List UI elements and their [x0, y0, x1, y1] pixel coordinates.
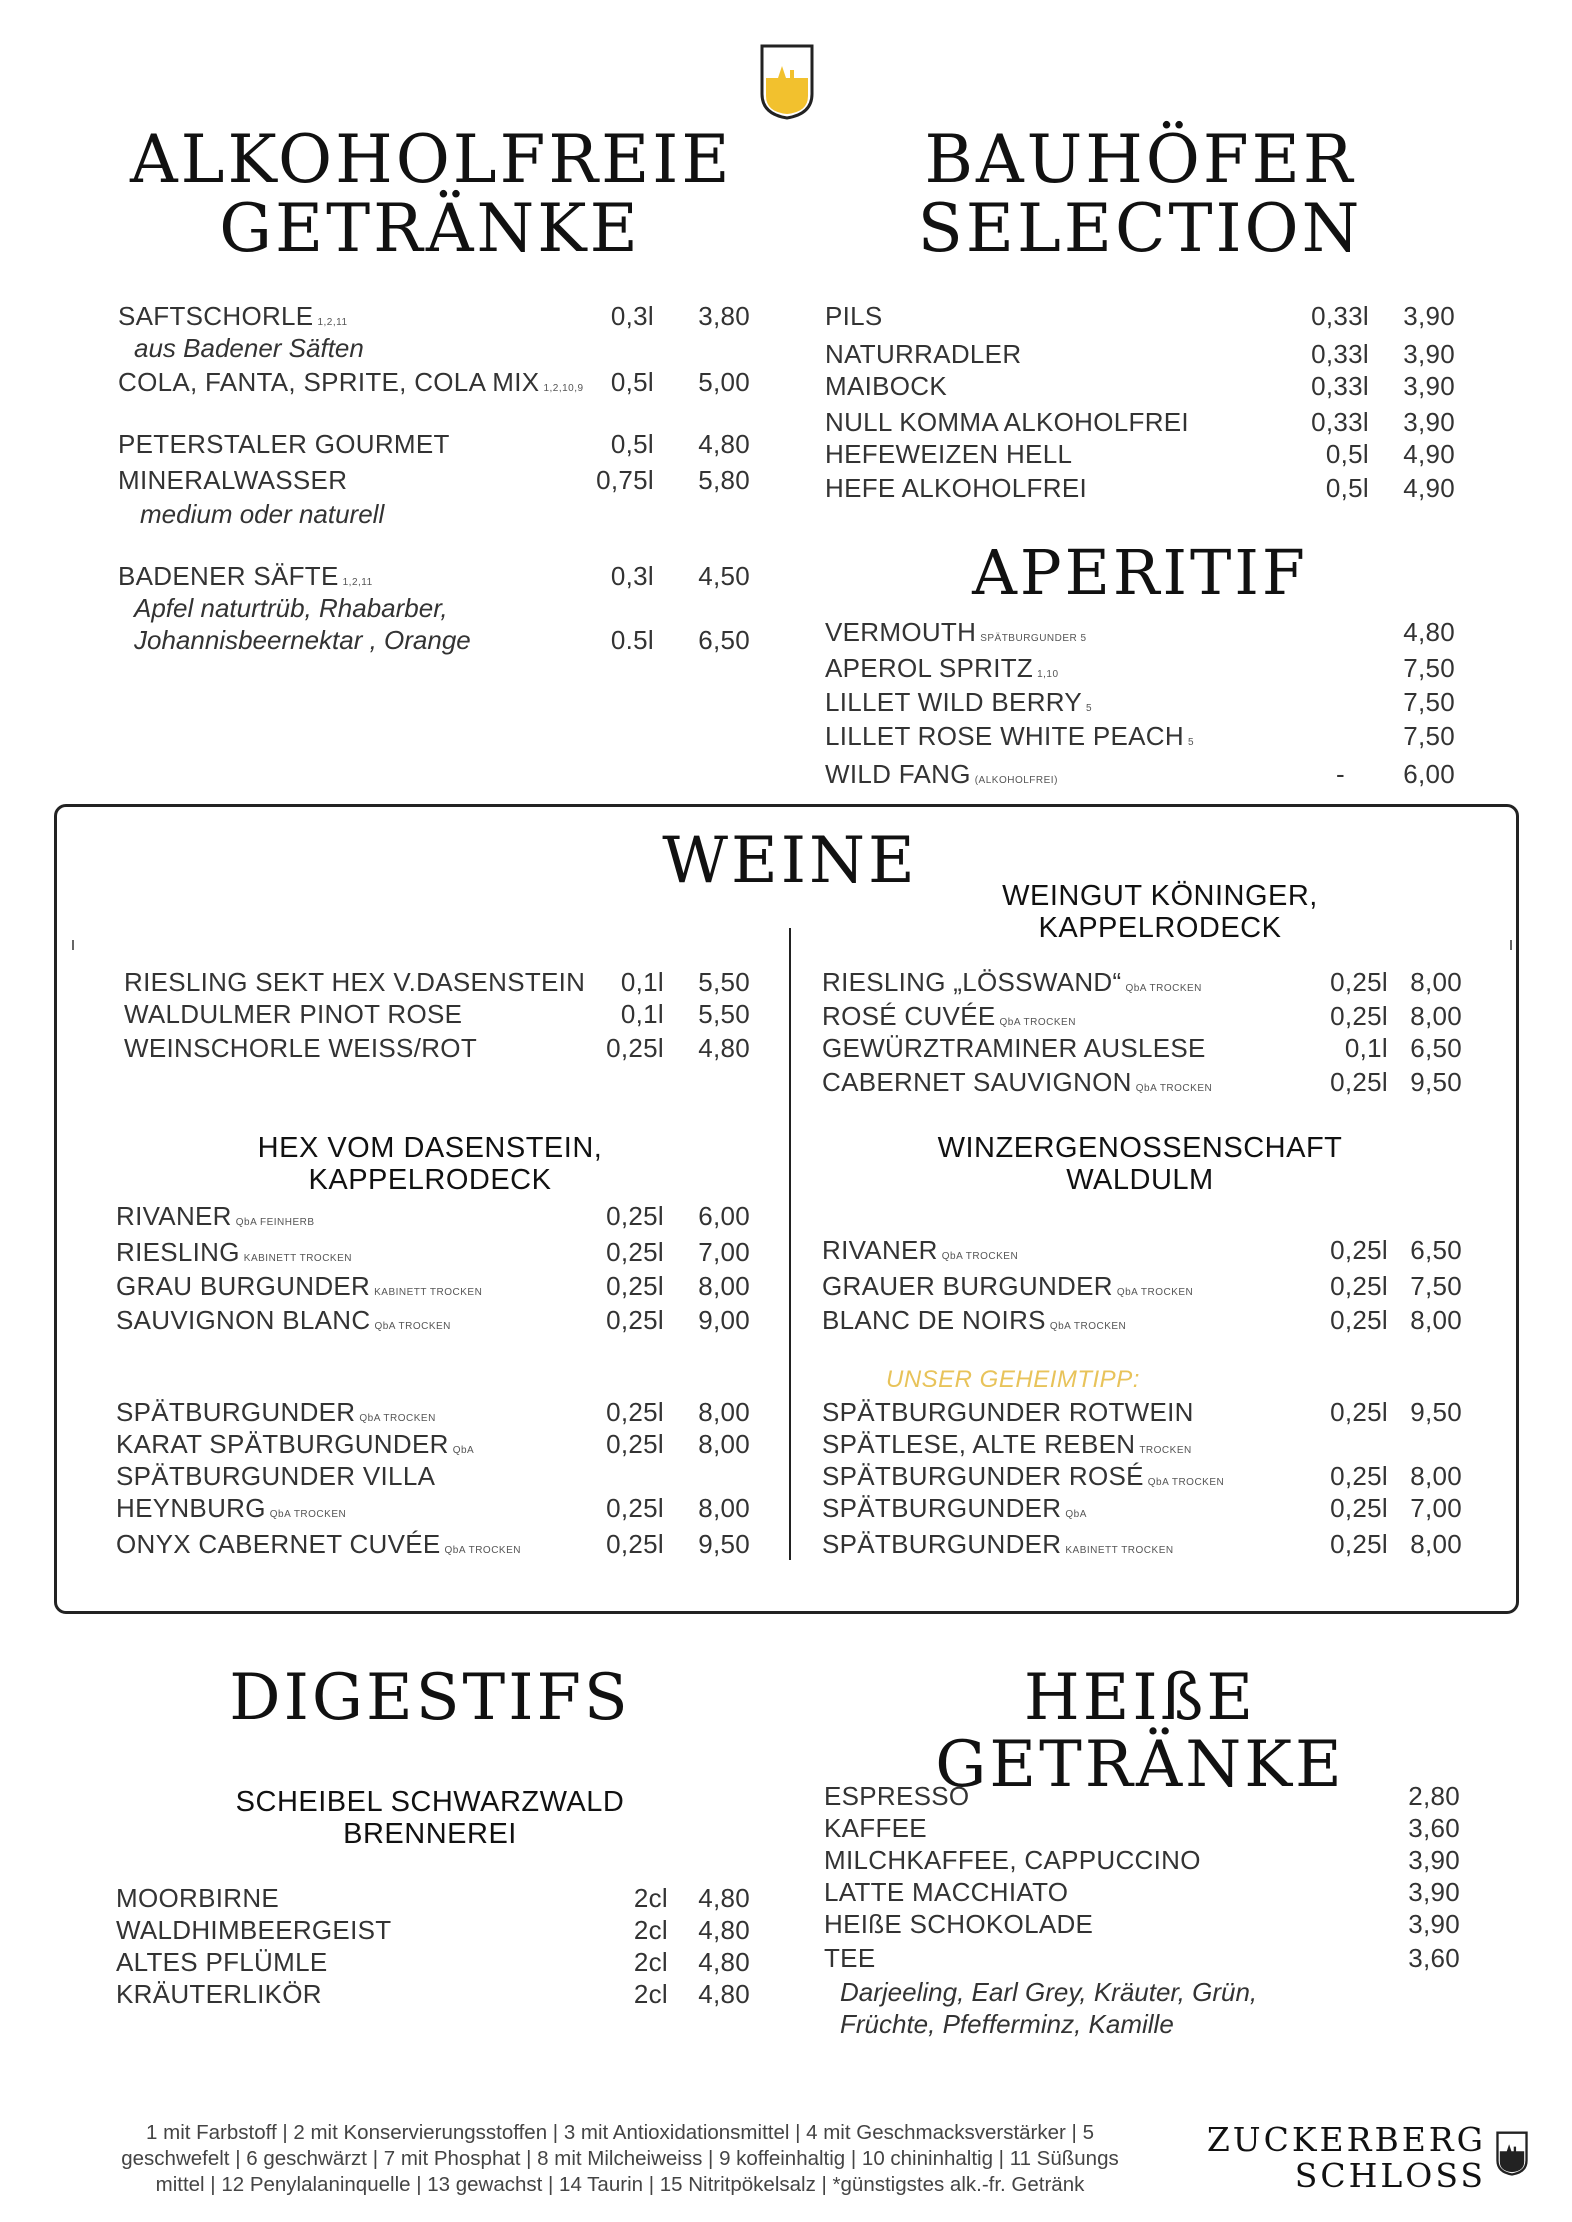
item-quantity: 0,33l — [1311, 371, 1369, 401]
item-quantity: 0,25l — [1330, 1001, 1388, 1031]
item-name-text: APEROL SPRITZ — [825, 653, 1034, 683]
item-name — [824, 1780, 969, 1812]
menu-item — [118, 560, 750, 592]
item-quantity: 0,25l — [606, 1493, 664, 1523]
item-name — [825, 338, 1021, 370]
item-note: 5 — [1086, 703, 1093, 714]
menu-item — [116, 1528, 750, 1560]
menu-item — [824, 1780, 1460, 1812]
item-name-text: WALDHIMBEERGEIST — [116, 1915, 392, 1945]
item-name — [824, 1876, 1068, 1908]
item-name — [825, 370, 947, 402]
brand-logo-text — [1200, 2122, 1486, 2194]
item-price: 7,50 — [1403, 687, 1455, 717]
menu-item — [822, 1000, 1462, 1032]
item-name — [116, 1528, 521, 1567]
item-price: 9,50 — [1410, 1397, 1462, 1427]
item-name — [822, 1066, 1212, 1105]
crest-logo-icon — [756, 42, 818, 120]
logo-line: SCHLOSS — [1294, 2156, 1486, 2195]
menu-item — [116, 1914, 750, 1946]
menu-item — [116, 1270, 750, 1302]
item-quantity: 0,25l — [606, 1305, 664, 1335]
item-price: 4,80 — [698, 1915, 750, 1945]
item-price: 8,00 — [698, 1271, 750, 1301]
item-note: 1,2,11 — [342, 577, 373, 588]
menu-item — [825, 406, 1455, 438]
item-name-text: SPÄTBURGUNDER — [822, 1529, 1062, 1559]
item-name-text: LILLET ROSE WHITE PEACH — [825, 721, 1184, 751]
menu-item — [822, 1066, 1462, 1098]
menu-item — [116, 1882, 750, 1914]
item-name-text: SAFTSCHORLE — [118, 301, 314, 331]
note-saefte-2: Johannisbeernektar , Orange — [134, 625, 471, 655]
item-note: QbA TROCKEN — [1135, 1083, 1213, 1094]
item-name — [822, 1528, 1174, 1567]
item-price: 6,50 — [1410, 1235, 1462, 1265]
item-name-text: SPÄTLESE, ALTE REBEN — [822, 1429, 1136, 1459]
footer-line: mittel | 12 Penylalaninquelle | 13 gewachst | 14 Taurin | 15 Nitritpökelsalz | *günstigstes alk.-fr. Getränk — [155, 2173, 1085, 2196]
item-name-text: ESPRESSO — [824, 1781, 970, 1811]
menu-item — [116, 1492, 750, 1524]
menu-item — [825, 300, 1455, 332]
title-line: SELECTION — [917, 190, 1363, 268]
menu-item — [825, 438, 1455, 470]
menu-item — [124, 966, 750, 998]
item-note: QbA TROCKEN — [1049, 1321, 1127, 1332]
menu-item — [116, 1236, 750, 1268]
menu-item — [822, 1304, 1462, 1336]
item-name-text: ONYX CABERNET CUVÉE — [116, 1529, 441, 1559]
item-price: 3,90 — [1408, 1909, 1460, 1939]
item-name — [116, 1492, 346, 1531]
note-mineralwasser: medium oder naturell — [140, 499, 385, 529]
menu-item — [116, 1200, 750, 1232]
item-price: 7,50 — [1403, 721, 1455, 751]
item-name — [824, 1844, 1201, 1876]
item-name-text: HEFE ALKOHOLFREI — [825, 473, 1087, 503]
item-name-text: LILLET WILD BERRY — [825, 687, 1083, 717]
item-name — [116, 1200, 315, 1239]
item-price: 6,00 — [698, 1201, 750, 1231]
item-price: 8,00 — [698, 1429, 750, 1459]
menu-item — [124, 1032, 750, 1064]
menu-item — [825, 472, 1455, 504]
item-price: 9,50 — [1410, 1067, 1462, 1097]
item-note: 1,2,11 — [317, 317, 348, 328]
item-name-text: PETERSTALER GOURMET — [118, 429, 450, 459]
item-name-text: MAIBOCK — [825, 371, 948, 401]
menu-item — [825, 338, 1455, 370]
section-title-digestifs: DIGESTIFS — [229, 1661, 631, 1735]
item-name-text: LATTE MACCHIATO — [824, 1877, 1069, 1907]
item-note: QbA FEINHERB — [235, 1217, 315, 1228]
item-price: 3,90 — [1403, 339, 1455, 369]
item-price: 8,00 — [698, 1397, 750, 1427]
item-name-text: SPÄTBURGUNDER ROTWEIN — [822, 1397, 1194, 1427]
item-quantity: 0,25l — [1330, 1493, 1388, 1523]
note-saefte-1: Apfel naturtrüb, Rhabarber, — [134, 593, 448, 623]
item-quantity: 0,33l — [1311, 301, 1369, 331]
item-note: KABINETT TROCKEN — [1065, 1545, 1174, 1556]
menu-item — [822, 966, 1462, 998]
item-note: QbA TROCKEN — [941, 1251, 1019, 1262]
menu-item — [822, 1032, 1462, 1064]
item-note: QbA — [1065, 1509, 1087, 1520]
item-name — [124, 1032, 477, 1064]
menu-item — [116, 1978, 750, 2010]
section-title-weine: WEINE — [662, 824, 918, 898]
item-name — [824, 1908, 1093, 1940]
menu-item — [124, 998, 750, 1030]
sub-line: SCHEIBEL SCHWARZWALD — [235, 1786, 625, 1818]
menu-item — [118, 366, 750, 398]
item-quantity: 2cl — [633, 1915, 668, 1945]
item-price: 4,50 — [698, 561, 750, 591]
item-price: 3,90 — [1403, 301, 1455, 331]
menu-item — [822, 1396, 1462, 1428]
weine-divider — [789, 928, 791, 1560]
item-name — [124, 966, 585, 998]
item-name — [825, 438, 1072, 470]
item-quantity: 0,1l — [620, 999, 664, 1029]
item-quantity: 0,25l — [606, 1429, 664, 1459]
item-name — [824, 1812, 927, 1844]
menu-item — [118, 464, 750, 496]
item-name-text: TEE — [824, 1943, 876, 1973]
note-saftschorle: aus Badener Säften — [134, 333, 364, 363]
item-quantity: 0,25l — [1330, 1067, 1388, 1097]
item-name-text: KARAT SPÄTBURGUNDER — [116, 1429, 449, 1459]
item-name — [822, 1234, 1018, 1273]
item-name — [824, 1942, 875, 1974]
item-name-text: GRAUER BURGUNDER — [822, 1271, 1113, 1301]
title-line: GETRÄNKE — [219, 190, 641, 268]
item-price: 7,50 — [1410, 1271, 1462, 1301]
item-name-text: KRÄUTERLIKÖR — [116, 1979, 322, 2009]
item-name-text: WALDULMER PINOT ROSE — [124, 999, 463, 1029]
menu-item — [825, 616, 1455, 648]
sub-heading-winzergenossenschaft — [870, 1132, 1410, 1196]
item-quantity: 0,75l — [596, 465, 654, 495]
item-quantity: 2cl — [633, 1947, 668, 1977]
item-quantity: 0,5l — [610, 429, 654, 459]
item-price: 4,80 — [698, 1033, 750, 1063]
menu-item — [824, 1812, 1460, 1844]
item-quantity: 0,25l — [1330, 1529, 1388, 1559]
item-name — [822, 1304, 1126, 1343]
item-quantity: 0,5l — [1325, 439, 1369, 469]
item-name-text: MILCHKAFFEE, CAPPUCCINO — [824, 1845, 1201, 1875]
item-price: 3,60 — [1408, 1813, 1460, 1843]
logo-line: ZUCKERBERG — [1206, 2120, 1486, 2159]
item-name — [116, 1946, 327, 1978]
item-name-text: HEFEWEIZEN HELL — [825, 439, 1073, 469]
item-price: 5,80 — [698, 465, 750, 495]
item-quantity: 0,25l — [606, 1237, 664, 1267]
item-quantity: 0,1l — [620, 967, 664, 997]
item-quantity: 2cl — [633, 1979, 668, 2009]
crest-small-icon — [1494, 2130, 1530, 2176]
menu-item — [822, 1428, 1462, 1460]
item-note: SPÄTBURGUNDER 5 — [980, 633, 1087, 644]
sub-line: KAPPELRODECK — [1038, 912, 1282, 944]
title-line: BAUHÖFER — [924, 121, 1356, 198]
item-quantity: 0,25l — [606, 1271, 664, 1301]
item-note: KABINETT TROCKEN — [243, 1253, 352, 1264]
item-price: 8,00 — [1410, 1529, 1462, 1559]
item-name-text: MINERALWASSER — [118, 465, 348, 495]
menu-item — [116, 1946, 750, 1978]
item-price: 4,80 — [698, 429, 750, 459]
item-quantity: 0,25l — [606, 1033, 664, 1063]
item-name-text: RIVANER — [822, 1235, 938, 1265]
menu-item — [825, 652, 1455, 684]
item-note: 1,2,10,9 — [543, 383, 584, 394]
menu-item — [824, 1942, 1460, 1974]
item-note: (ALKOHOLFREI) — [974, 775, 1058, 786]
menu-item — [118, 428, 750, 460]
geheimtipp-label: UNSER GEHEIMTIPP: — [886, 1366, 1140, 1393]
item-price: 8,00 — [1410, 967, 1462, 997]
item-name — [124, 998, 462, 1030]
item-price: 3,60 — [1408, 1943, 1460, 1973]
item-note: QbA TROCKEN — [269, 1509, 347, 1520]
item-name-text: RIVANER — [116, 1201, 232, 1231]
item-price: 4,80 — [698, 1979, 750, 2009]
item-quantity: 0,25l — [1330, 1397, 1388, 1427]
item-price: 8,00 — [1410, 1461, 1462, 1491]
item-note: QbA TROCKEN — [1147, 1477, 1225, 1488]
item-name-text: RIESLING — [116, 1237, 240, 1267]
item-name — [822, 1492, 1087, 1531]
item-name-text: HEYNBURG — [116, 1493, 266, 1523]
item-price: 4,90 — [1403, 473, 1455, 503]
sub-line: WALDULM — [1066, 1164, 1214, 1196]
item-price: 6,50 — [698, 625, 750, 655]
menu-item — [824, 1876, 1460, 1908]
item-quantity: 0,25l — [1330, 1305, 1388, 1335]
title-line: ALKOHOLFREIE — [130, 121, 733, 198]
item-name — [118, 624, 122, 663]
menu-item — [825, 686, 1455, 718]
item-quantity: 0,25l — [1330, 1461, 1388, 1491]
sub-heading-hex — [160, 1132, 700, 1196]
item-name-text: COLA, FANTA, SPRITE, COLA MIX — [118, 367, 540, 397]
item-name — [825, 472, 1087, 504]
item-name-text: HEIßE SCHOKOLADE — [824, 1909, 1094, 1939]
item-price: 9,00 — [698, 1305, 750, 1335]
menu-item — [824, 1908, 1460, 1940]
item-price: 4,80 — [1403, 617, 1455, 647]
item-price: 5,50 — [698, 999, 750, 1029]
menu-item — [118, 300, 750, 332]
item-quantity: 2cl — [633, 1883, 668, 1913]
item-name — [118, 428, 454, 467]
item-name-text: SPÄTBURGUNDER — [822, 1493, 1062, 1523]
item-name — [116, 1914, 391, 1946]
item-note: QbA TROCKEN — [1116, 1287, 1194, 1298]
item-quantity: 0,3l — [610, 561, 654, 591]
item-price: 2,80 — [1408, 1781, 1460, 1811]
sub-line: WEINGUT KÖNINGER, — [1002, 880, 1318, 912]
menu-item — [116, 1428, 750, 1460]
item-name — [825, 406, 1189, 438]
menu-item — [116, 1396, 750, 1428]
box-tick-left — [72, 940, 74, 950]
item-quantity: 0,25l — [606, 1397, 664, 1427]
section-title-bauhofer — [840, 121, 1440, 268]
item-name — [825, 616, 1087, 655]
item-price: 5,00 — [698, 367, 750, 397]
item-price: 3,90 — [1408, 1845, 1460, 1875]
menu-item — [822, 1270, 1462, 1302]
item-name-text: WEINSCHORLE WEISS/ROT — [124, 1033, 477, 1063]
sub-heading-scheibel — [160, 1786, 700, 1850]
menu-item — [825, 720, 1455, 752]
item-quantity: 0,33l — [1311, 339, 1369, 369]
item-dash: - — [1336, 759, 1345, 789]
section-title-heiss: HEIßE GETRÄNKE — [935, 1661, 1345, 1803]
item-price: 7,00 — [698, 1237, 750, 1267]
item-name-text: CABERNET SAUVIGNON — [822, 1067, 1132, 1097]
item-quantity: 0,25l — [1330, 967, 1388, 997]
item-note: QbA — [452, 1445, 475, 1456]
item-name-text: RIESLING SEKT HEX V.DASENSTEIN — [124, 967, 586, 997]
item-price: 3,80 — [698, 301, 750, 331]
item-name-text: VERMOUTH — [825, 617, 977, 647]
item-price: 7,00 — [1410, 1493, 1462, 1523]
item-name-text: KAFFEE — [824, 1813, 927, 1843]
item-note: QbA TROCKEN — [359, 1413, 436, 1424]
footer-line: 1 mit Farbstoff | 2 mit Konservierungsstoffen | 3 mit Antioxidationsmittel | 4 mit Geschmacksverstärker | 5 — [146, 2121, 1094, 2144]
item-name-text: MOORBIRNE — [116, 1883, 280, 1913]
item-price: 5,50 — [698, 967, 750, 997]
item-name-text: RIESLING „LÖSSWAND“ — [822, 967, 1122, 997]
item-price: 7,50 — [1403, 653, 1455, 683]
item-price: 9,50 — [698, 1529, 750, 1559]
menu-item — [822, 1528, 1462, 1560]
item-name — [825, 758, 1058, 797]
item-price: 8,00 — [1410, 1305, 1462, 1335]
item-name-text: WILD FANG — [825, 759, 971, 789]
item-quantity: 0.5l — [610, 625, 654, 655]
item-note: 5 — [1187, 737, 1195, 748]
item-note: QbA TROCKEN — [374, 1321, 451, 1332]
item-name-text: SPÄTBURGUNDER — [116, 1397, 356, 1427]
item-price: 4,80 — [698, 1947, 750, 1977]
box-tick-right — [1510, 940, 1512, 950]
item-price: 4,90 — [1403, 439, 1455, 469]
menu-item — [825, 370, 1455, 402]
item-note: QbA TROCKEN — [999, 1017, 1076, 1028]
menu-item — [822, 1492, 1462, 1524]
menu-item — [824, 1844, 1460, 1876]
item-quantity: 0,5l — [1325, 473, 1369, 503]
item-name-text: NULL KOMMA ALKOHOLFREI — [825, 407, 1189, 437]
item-price: 6,50 — [1410, 1033, 1462, 1063]
item-name-text: SAUVIGNON BLANC — [116, 1305, 371, 1335]
item-note: QbA TROCKEN — [1125, 983, 1202, 994]
footer-allergens — [30, 2120, 1210, 2198]
item-name-text: BADENER SÄFTE — [118, 561, 339, 591]
section-title-aperitif: APERITIF — [972, 536, 1308, 609]
item-note: 1,10 — [1037, 669, 1059, 680]
item-price: 4,80 — [698, 1883, 750, 1913]
menu-item — [822, 1460, 1462, 1492]
item-price: 3,90 — [1408, 1877, 1460, 1907]
item-quantity: 0,33l — [1311, 407, 1369, 437]
sub-line: BRENNEREI — [343, 1818, 517, 1850]
note-tee-2: Früchte, Pfefferminz, Kamille — [840, 2009, 1174, 2039]
item-quantity: 0,5l — [610, 367, 654, 397]
item-note: QbA TROCKEN — [444, 1545, 521, 1556]
item-name — [116, 1304, 451, 1343]
menu-item — [822, 1234, 1462, 1266]
item-name — [825, 300, 883, 332]
item-quantity: 0,25l — [1330, 1271, 1388, 1301]
sub-line: KAPPELRODECK — [308, 1164, 552, 1196]
item-name — [118, 366, 584, 405]
item-price: 3,90 — [1403, 371, 1455, 401]
footer-line: geschwefelt | 6 geschwärzt | 7 mit Phosphat | 8 mit Milcheiweiss | 9 koffeinhaltig | 10 chininhaltig | 11 Süßungs — [121, 2147, 1119, 2170]
item-name-text: ROSÉ CUVÉE — [822, 1001, 996, 1031]
section-title-alkoholfrei — [130, 121, 733, 268]
item-name-text: SPÄTBURGUNDER ROSÉ — [822, 1461, 1144, 1491]
item-note: KABINETT TROCKEN — [374, 1287, 483, 1298]
menu-item — [116, 1304, 750, 1336]
item-price: 8,00 — [698, 1493, 750, 1523]
menu-item — [116, 1460, 750, 1492]
item-name-text: GEWÜRZTRAMINER AUSLESE — [822, 1033, 1206, 1063]
item-price: 8,00 — [1410, 1001, 1462, 1031]
item-quantity: 0,25l — [1330, 1235, 1388, 1265]
menu-item — [825, 758, 1455, 790]
note-tee-1: Darjeeling, Earl Grey, Kräuter, Grün, — [840, 1977, 1258, 2007]
item-name-text: ALTES PFLÜMLE — [116, 1947, 328, 1977]
item-name-text: BLANC DE NOIRS — [822, 1305, 1046, 1335]
sub-line: WINZERGENOSSENSCHAFT — [937, 1132, 1343, 1164]
item-quantity: 0,25l — [606, 1529, 664, 1559]
item-name — [116, 1882, 279, 1914]
item-price: 3,90 — [1403, 407, 1455, 437]
item-quantity: 0,3l — [610, 301, 654, 331]
sub-heading-koeninger — [890, 880, 1430, 944]
item-price: 6,00 — [1403, 759, 1455, 789]
item-note: TROCKEN — [1139, 1445, 1192, 1456]
item-name-text: NATURRADLER — [825, 339, 1022, 369]
item-quantity: 0,1l — [1344, 1033, 1388, 1063]
item-name-text: SPÄTBURGUNDER VILLA — [116, 1461, 436, 1491]
item-name-text: PILS — [825, 301, 883, 331]
item-name-text: GRAU BURGUNDER — [116, 1271, 371, 1301]
item-name — [116, 1978, 322, 2010]
item-quantity: 0,25l — [606, 1201, 664, 1231]
sub-line: HEX VOM DASENSTEIN, — [257, 1132, 603, 1164]
item-name — [825, 720, 1194, 759]
